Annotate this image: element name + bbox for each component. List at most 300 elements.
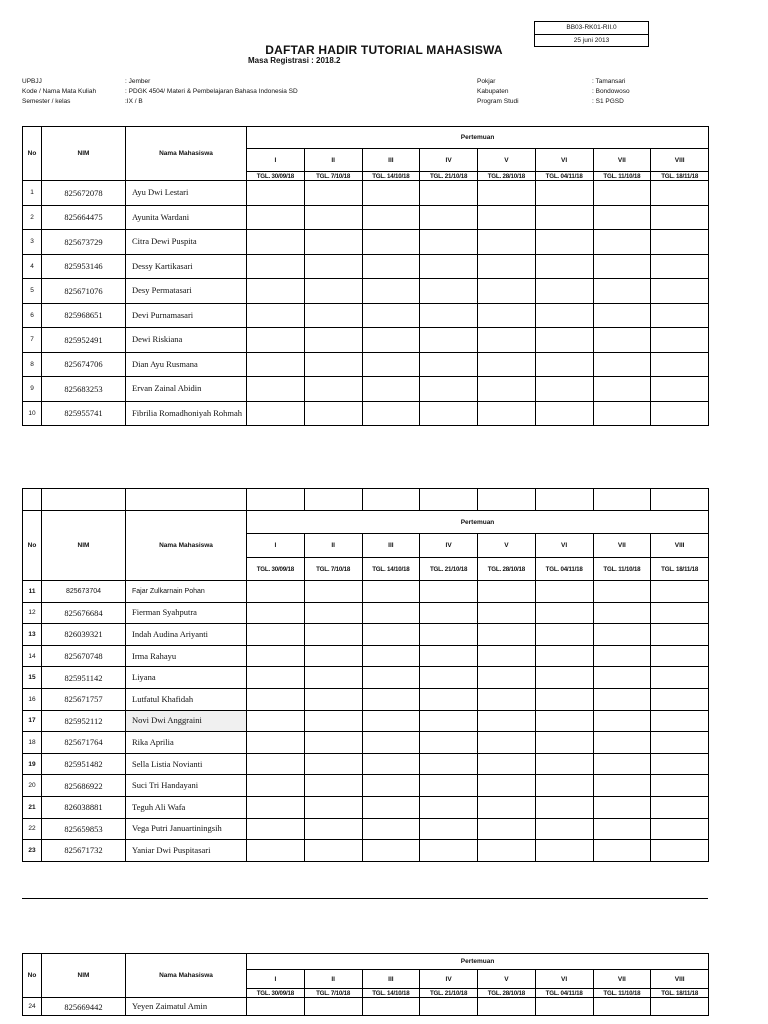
attendance-cell[interactable]	[304, 818, 362, 840]
attendance-cell[interactable]	[478, 602, 536, 624]
attendance-cell[interactable]	[535, 753, 593, 775]
info-value: : S1 PGSD	[592, 98, 624, 105]
attendance-cell[interactable]	[535, 818, 593, 840]
attendance-cell[interactable]	[535, 230, 593, 255]
attendance-cell[interactable]	[420, 254, 478, 279]
attendance-cell[interactable]	[478, 818, 536, 840]
blank-row	[23, 489, 709, 511]
table-row	[23, 581, 709, 603]
attendance-cell[interactable]	[593, 710, 651, 732]
attendance-cell[interactable]	[247, 645, 305, 667]
attendance-cell[interactable]	[247, 818, 305, 840]
attendance-cell[interactable]	[420, 303, 478, 328]
student-name: Teguh Ali Wafa	[126, 796, 247, 818]
attendance-cell[interactable]	[535, 840, 593, 862]
student-name: Yaniar Dwi Puspitasari	[126, 840, 247, 862]
attendance-cell[interactable]	[478, 998, 536, 1016]
attendance-cell[interactable]	[420, 688, 478, 710]
attendance-cell[interactable]	[362, 732, 420, 754]
table-row	[23, 624, 709, 646]
student-nim: 825952112	[42, 710, 126, 732]
attendance-cell[interactable]	[478, 279, 536, 304]
attendance-cell[interactable]	[304, 667, 362, 689]
attendance-cell[interactable]	[362, 328, 420, 353]
attendance-cell[interactable]	[304, 181, 362, 206]
attendance-cell[interactable]	[478, 254, 536, 279]
student-nim: 825683253	[42, 377, 126, 402]
attendance-cell[interactable]	[304, 998, 362, 1016]
student-nim: 825968651	[42, 303, 126, 328]
attendance-cell[interactable]	[304, 328, 362, 353]
attendance-cell[interactable]	[247, 667, 305, 689]
attendance-cell[interactable]	[535, 998, 593, 1016]
blank-cell	[420, 489, 478, 511]
attendance-cell[interactable]	[478, 775, 536, 797]
attendance-cell[interactable]	[420, 775, 478, 797]
row-number: 6	[23, 303, 42, 328]
attendance-cell[interactable]	[478, 181, 536, 206]
attendance-cell[interactable]	[651, 303, 709, 328]
table-row	[23, 328, 709, 353]
meeting-date: TGL. 7/10/18	[304, 989, 362, 998]
row-number: 21	[23, 796, 42, 818]
attendance-cell[interactable]	[362, 377, 420, 402]
attendance-cell[interactable]	[651, 840, 709, 862]
attendance-cell[interactable]	[651, 775, 709, 797]
attendance-cell[interactable]	[535, 303, 593, 328]
attendance-cell[interactable]	[362, 205, 420, 230]
blank-cell	[535, 489, 593, 511]
attendance-cell[interactable]	[362, 254, 420, 279]
blank-cell	[651, 489, 709, 511]
attendance-cell[interactable]	[304, 645, 362, 667]
attendance-cell[interactable]	[304, 254, 362, 279]
row-number: 19	[23, 753, 42, 775]
attendance-cell[interactable]	[247, 303, 305, 328]
attendance-cell[interactable]	[304, 688, 362, 710]
table-row	[23, 753, 709, 775]
row-number: 9	[23, 377, 42, 402]
info-value: : Tamansari	[592, 78, 626, 85]
attendance-cell[interactable]	[247, 205, 305, 230]
info-value: : Jember	[125, 78, 151, 85]
student-nim: 825669442	[42, 998, 126, 1016]
table-row	[23, 279, 709, 304]
meeting-date: TGL. 14/10/18	[362, 558, 420, 581]
attendance-cell[interactable]	[651, 352, 709, 377]
attendance-cell[interactable]	[478, 328, 536, 353]
attendance-cell[interactable]	[304, 710, 362, 732]
blank-cell	[304, 489, 362, 511]
attendance-cell[interactable]	[420, 753, 478, 775]
attendance-cell[interactable]	[593, 181, 651, 206]
info-value: :IX / B	[125, 98, 143, 105]
student-nim: 825671757	[42, 688, 126, 710]
attendance-cell[interactable]	[362, 775, 420, 797]
attendance-cell[interactable]	[247, 710, 305, 732]
table-row	[23, 840, 709, 862]
attendance-cell[interactable]	[247, 796, 305, 818]
info-row	[477, 77, 630, 87]
attendance-cell[interactable]	[247, 753, 305, 775]
student-nim: 826039321	[42, 624, 126, 646]
attendance-cell[interactable]	[593, 581, 651, 603]
meeting-date: TGL. 30/09/18	[247, 558, 305, 581]
attendance-cell[interactable]	[651, 667, 709, 689]
attendance-cell[interactable]	[535, 688, 593, 710]
attendance-cell[interactable]	[535, 775, 593, 797]
attendance-cell[interactable]	[362, 818, 420, 840]
info-row	[477, 97, 630, 107]
attendance-cell[interactable]	[478, 710, 536, 732]
attendance-cell[interactable]	[593, 279, 651, 304]
attendance-cell[interactable]	[535, 352, 593, 377]
attendance-cell[interactable]	[593, 401, 651, 426]
meeting-date: TGL. 7/10/18	[304, 558, 362, 581]
attendance-cell[interactable]	[535, 732, 593, 754]
attendance-cell[interactable]	[247, 581, 305, 603]
row-number: 14	[23, 645, 42, 667]
row-number: 2	[23, 205, 42, 230]
meeting-number: VIII	[651, 149, 709, 172]
attendance-cell[interactable]	[420, 732, 478, 754]
attendance-cell[interactable]	[362, 602, 420, 624]
attendance-cell[interactable]	[478, 205, 536, 230]
attendance-cell[interactable]	[593, 352, 651, 377]
attendance-cell[interactable]	[535, 254, 593, 279]
table-row	[23, 998, 709, 1016]
attendance-cell[interactable]	[420, 667, 478, 689]
attendance-cell[interactable]	[593, 328, 651, 353]
meeting-number: I	[247, 970, 305, 989]
attendance-cell[interactable]	[478, 645, 536, 667]
attendance-cell[interactable]	[420, 796, 478, 818]
table-row	[23, 710, 709, 732]
attendance-cell[interactable]	[651, 401, 709, 426]
table-row	[23, 775, 709, 797]
attendance-cell[interactable]	[304, 377, 362, 402]
attendance-cell[interactable]	[420, 581, 478, 603]
attendance-cell[interactable]	[420, 181, 478, 206]
attendance-cell[interactable]	[247, 230, 305, 255]
attendance-cell[interactable]	[420, 205, 478, 230]
student-name: Indah Audina Ariyanti	[126, 624, 247, 646]
student-nim: 825951142	[42, 667, 126, 689]
attendance-cell[interactable]	[478, 688, 536, 710]
student-name: Fibrilia Romadhoniyah Rohmah	[126, 401, 247, 426]
attendance-cell[interactable]	[420, 624, 478, 646]
attendance-cell[interactable]	[420, 401, 478, 426]
header-no: No	[23, 954, 42, 998]
attendance-cell[interactable]	[651, 818, 709, 840]
attendance-cell[interactable]	[593, 667, 651, 689]
attendance-cell[interactable]	[247, 732, 305, 754]
attendance-cell[interactable]	[651, 181, 709, 206]
header-student-name: Nama Mahasiswa	[126, 511, 247, 581]
attendance-cell[interactable]	[362, 796, 420, 818]
attendance-cell[interactable]	[535, 624, 593, 646]
row-number: 7	[23, 328, 42, 353]
student-nim: 825955741	[42, 401, 126, 426]
meeting-number: VII	[593, 534, 651, 558]
attendance-cell[interactable]	[535, 796, 593, 818]
attendance-cell[interactable]	[478, 401, 536, 426]
header-row	[23, 511, 709, 534]
info-row	[477, 87, 630, 97]
info-key: Kode / Nama Mata Kuliah	[22, 88, 97, 95]
attendance-cell[interactable]	[651, 581, 709, 603]
row-number: 11	[23, 581, 42, 603]
attendance-cell[interactable]	[362, 667, 420, 689]
blank-cell	[126, 489, 247, 511]
attendance-cell[interactable]	[651, 796, 709, 818]
attendance-cell[interactable]	[478, 840, 536, 862]
attendance-cell[interactable]	[651, 279, 709, 304]
row-number: 16	[23, 688, 42, 710]
attendance-cell[interactable]	[247, 998, 305, 1016]
attendance-cell[interactable]	[304, 352, 362, 377]
attendance-cell[interactable]	[478, 732, 536, 754]
attendance-cell[interactable]	[593, 377, 651, 402]
attendance-cell[interactable]	[362, 303, 420, 328]
attendance-cell[interactable]	[362, 688, 420, 710]
meeting-number: IV	[420, 970, 478, 989]
attendance-cell[interactable]	[478, 303, 536, 328]
header-row	[23, 954, 709, 970]
attendance-cell[interactable]	[362, 753, 420, 775]
table-row	[23, 377, 709, 402]
student-nim: 825673704	[42, 581, 126, 603]
attendance-cell[interactable]	[478, 230, 536, 255]
attendance-cell[interactable]	[304, 796, 362, 818]
header-nim: NIM	[42, 954, 126, 998]
attendance-cell[interactable]	[247, 377, 305, 402]
attendance-cell[interactable]	[420, 645, 478, 667]
attendance-cell[interactable]	[362, 710, 420, 732]
attendance-cell[interactable]	[651, 254, 709, 279]
attendance-cell[interactable]	[593, 998, 651, 1016]
attendance-cell[interactable]	[362, 401, 420, 426]
attendance-cell[interactable]	[420, 818, 478, 840]
attendance-cell[interactable]	[304, 624, 362, 646]
attendance-cell[interactable]	[535, 328, 593, 353]
meeting-date: TGL. 28/10/18	[478, 989, 536, 998]
attendance-cell[interactable]	[420, 998, 478, 1016]
table-row	[23, 667, 709, 689]
attendance-cell[interactable]	[593, 688, 651, 710]
attendance-cell[interactable]	[304, 279, 362, 304]
registration-period: Masa Registrasi : 2018.2	[248, 56, 341, 65]
attendance-cell[interactable]	[535, 401, 593, 426]
attendance-cell[interactable]	[362, 840, 420, 862]
meeting-date: TGL. 11/10/18	[593, 558, 651, 581]
document-code: BB03-RK01-RII.0	[566, 24, 617, 31]
attendance-cell[interactable]	[593, 602, 651, 624]
attendance-cell[interactable]	[362, 581, 420, 603]
blank-cell	[247, 489, 305, 511]
student-nim: 825676684	[42, 602, 126, 624]
attendance-cell[interactable]	[651, 328, 709, 353]
attendance-cell[interactable]	[362, 998, 420, 1016]
attendance-cell[interactable]	[362, 624, 420, 646]
attendance-cell[interactable]	[593, 818, 651, 840]
attendance-cell[interactable]	[247, 352, 305, 377]
attendance-cell[interactable]	[651, 645, 709, 667]
attendance-cell[interactable]	[593, 753, 651, 775]
row-number: 22	[23, 818, 42, 840]
attendance-cell[interactable]	[304, 303, 362, 328]
attendance-cell[interactable]	[362, 645, 420, 667]
attendance-cell[interactable]	[420, 230, 478, 255]
meeting-number: VIII	[651, 534, 709, 558]
row-number: 8	[23, 352, 42, 377]
attendance-cell[interactable]	[247, 401, 305, 426]
attendance-cell[interactable]	[478, 581, 536, 603]
info-key: Program Studi	[477, 98, 519, 105]
attendance-cell[interactable]	[420, 602, 478, 624]
meeting-number: III	[362, 534, 420, 558]
attendance-cell[interactable]	[247, 840, 305, 862]
student-nim: 825674706	[42, 352, 126, 377]
attendance-cell[interactable]	[362, 181, 420, 206]
meeting-date: TGL. 21/10/18	[420, 172, 478, 181]
student-name: Lutfatul Khafidah	[126, 688, 247, 710]
attendance-cell[interactable]	[304, 732, 362, 754]
attendance-cell[interactable]	[247, 624, 305, 646]
student-name: Fajar Zulkarnain Pohan	[126, 581, 247, 603]
attendance-cell[interactable]	[593, 732, 651, 754]
table-row	[23, 818, 709, 840]
student-name: Desy Permatasari	[126, 279, 247, 304]
meeting-number: VIII	[651, 970, 709, 989]
attendance-cell[interactable]	[651, 602, 709, 624]
attendance-cell[interactable]	[593, 254, 651, 279]
attendance-cell[interactable]	[535, 602, 593, 624]
meeting-number: II	[304, 149, 362, 172]
header-meetings: Pertemuan	[247, 511, 709, 534]
attendance-cell[interactable]	[651, 998, 709, 1016]
header-nim: NIM	[42, 511, 126, 581]
attendance-cell[interactable]	[247, 775, 305, 797]
attendance-cell[interactable]	[535, 581, 593, 603]
attendance-cell[interactable]	[304, 581, 362, 603]
attendance-cell[interactable]	[535, 645, 593, 667]
attendance-cell[interactable]	[478, 796, 536, 818]
attendance-cell[interactable]	[535, 710, 593, 732]
meeting-number: III	[362, 149, 420, 172]
student-nim: 825673729	[42, 230, 126, 255]
attendance-cell[interactable]	[593, 840, 651, 862]
attendance-cell[interactable]	[535, 667, 593, 689]
attendance-cell[interactable]	[247, 254, 305, 279]
attendance-cell[interactable]	[535, 377, 593, 402]
student-name: Ayu Dwi Lestari	[126, 181, 247, 206]
row-number: 3	[23, 230, 42, 255]
attendance-cell[interactable]	[420, 279, 478, 304]
attendance-cell[interactable]	[593, 205, 651, 230]
blank-cell	[23, 489, 42, 511]
meeting-date: TGL. 21/10/18	[420, 989, 478, 998]
attendance-cell[interactable]	[304, 205, 362, 230]
attendance-cell[interactable]	[651, 205, 709, 230]
attendance-cell[interactable]	[593, 624, 651, 646]
table-row	[23, 181, 709, 206]
student-nim: 825671732	[42, 840, 126, 862]
student-name: Dessy Kartikasari	[126, 254, 247, 279]
student-name: Rika Aprilia	[126, 732, 247, 754]
meeting-date: TGL. 14/10/18	[362, 989, 420, 998]
student-name: Devi Purnamasari	[126, 303, 247, 328]
attendance-cell[interactable]	[535, 181, 593, 206]
attendance-cell[interactable]	[651, 688, 709, 710]
attendance-cell[interactable]	[593, 796, 651, 818]
student-nim: 825671764	[42, 732, 126, 754]
table-row	[23, 645, 709, 667]
attendance-cell[interactable]	[593, 775, 651, 797]
attendance-cell[interactable]	[593, 645, 651, 667]
attendance-cell[interactable]	[478, 624, 536, 646]
attendance-cell[interactable]	[362, 279, 420, 304]
attendance-cell[interactable]	[304, 753, 362, 775]
attendance-cell[interactable]	[593, 230, 651, 255]
attendance-cell[interactable]	[420, 352, 478, 377]
attendance-cell[interactable]	[420, 377, 478, 402]
attendance-cell[interactable]	[651, 753, 709, 775]
info-key: Kabupaten	[477, 88, 509, 95]
attendance-cell[interactable]	[247, 328, 305, 353]
table-row	[23, 254, 709, 279]
attendance-cell[interactable]	[420, 710, 478, 732]
attendance-cell[interactable]	[478, 352, 536, 377]
attendance-cell[interactable]	[651, 377, 709, 402]
attendance-cell[interactable]	[535, 279, 593, 304]
attendance-cell[interactable]	[535, 205, 593, 230]
attendance-cell[interactable]	[478, 753, 536, 775]
blank-cell	[478, 489, 536, 511]
attendance-cell[interactable]	[247, 688, 305, 710]
info-key: UPBJJ	[22, 78, 42, 85]
table-row	[23, 205, 709, 230]
meeting-date: TGL. 04/11/18	[535, 558, 593, 581]
attendance-cell[interactable]	[362, 230, 420, 255]
attendance-cell[interactable]	[651, 710, 709, 732]
student-name: Novi Dwi Anggraini	[126, 710, 247, 732]
attendance-cell[interactable]	[651, 624, 709, 646]
attendance-cell[interactable]	[593, 303, 651, 328]
attendance-cell[interactable]	[304, 230, 362, 255]
attendance-cell[interactable]	[304, 401, 362, 426]
attendance-cell[interactable]	[420, 328, 478, 353]
student-nim: 825670748	[42, 645, 126, 667]
student-name: Vega Putri Januartiningsih	[126, 818, 247, 840]
attendance-cell[interactable]	[362, 352, 420, 377]
attendance-cell[interactable]	[651, 230, 709, 255]
table-row	[23, 303, 709, 328]
attendance-cell[interactable]	[420, 840, 478, 862]
attendance-cell[interactable]	[304, 602, 362, 624]
attendance-cell[interactable]	[478, 667, 536, 689]
row-number: 20	[23, 775, 42, 797]
attendance-cell[interactable]	[304, 775, 362, 797]
attendance-cell[interactable]	[651, 732, 709, 754]
attendance-cell[interactable]	[247, 279, 305, 304]
attendance-cell[interactable]	[247, 181, 305, 206]
row-number: 1	[23, 181, 42, 206]
attendance-cell[interactable]	[247, 602, 305, 624]
row-number: 24	[23, 998, 42, 1016]
attendance-cell[interactable]	[478, 377, 536, 402]
attendance-cell[interactable]	[304, 840, 362, 862]
